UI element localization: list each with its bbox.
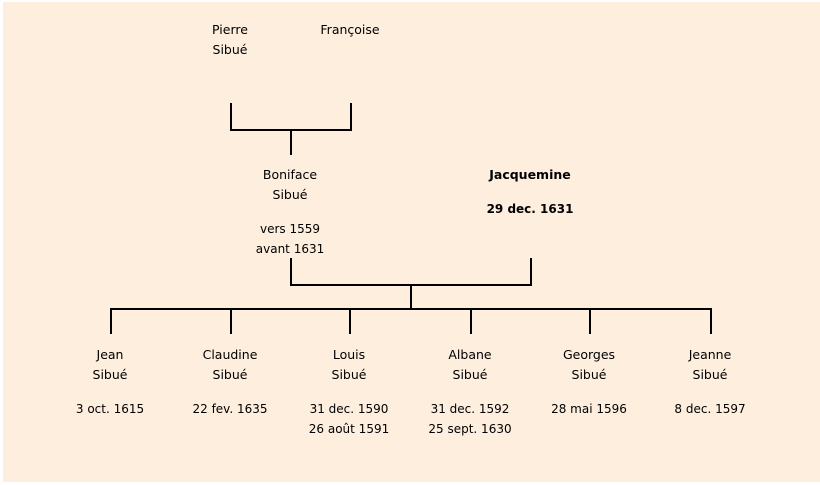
person-surname: Sibué bbox=[452, 367, 488, 382]
connector-jacquemine-down bbox=[530, 258, 532, 286]
person-name: Pierre bbox=[212, 22, 248, 37]
connector-gen2-child-drop bbox=[410, 284, 412, 310]
person-node-albane[interactable] bbox=[428, 345, 511, 439]
person-node-claudine[interactable] bbox=[192, 345, 267, 419]
person-name: Boniface bbox=[262, 167, 318, 182]
connector-claudine-up bbox=[230, 308, 232, 334]
person-name: Jean bbox=[96, 347, 124, 362]
person-name: Jeanne bbox=[688, 347, 732, 362]
birth-date: 8 dec. 1597 bbox=[674, 402, 746, 416]
person-dates bbox=[76, 399, 144, 419]
birth-date: 3 oct. 1615 bbox=[75, 402, 145, 416]
connector-jean-up bbox=[110, 308, 112, 334]
person-name: Louis bbox=[332, 347, 366, 362]
birth-date: 31 dec. 1590 bbox=[309, 402, 389, 416]
person-surname: Sibué bbox=[92, 367, 128, 382]
death-date: 26 août 1591 bbox=[308, 422, 390, 436]
person-surname: Sibué bbox=[272, 187, 308, 202]
person-dates bbox=[551, 399, 627, 419]
connector-albane-up bbox=[470, 308, 472, 334]
person-node-pierre[interactable] bbox=[212, 20, 248, 60]
person-dates bbox=[309, 399, 389, 439]
death-date: 25 sept. 1630 bbox=[428, 422, 512, 436]
person-node-jeanne[interactable] bbox=[674, 345, 745, 419]
person-surname: Sibué bbox=[692, 367, 728, 382]
person-surname: Sibué bbox=[571, 367, 607, 382]
birth-date: 31 dec. 1592 bbox=[430, 402, 510, 416]
person-surname: Sibué bbox=[331, 367, 367, 382]
death-date: avant 1631 bbox=[255, 242, 325, 256]
person-surname: Sibué bbox=[212, 42, 248, 57]
connector-boniface-down bbox=[290, 258, 292, 286]
birth-date: 22 fev. 1635 bbox=[192, 402, 268, 416]
connector-louis-up bbox=[349, 308, 351, 334]
birth-date: vers 1559 bbox=[259, 222, 321, 236]
person-node-louis[interactable] bbox=[309, 345, 389, 439]
person-name: Albane bbox=[448, 347, 492, 362]
connector-pierre-down bbox=[230, 103, 232, 131]
person-name: Claudine bbox=[202, 347, 258, 362]
person-dates bbox=[487, 199, 574, 219]
person-node-jacquemine[interactable] bbox=[487, 165, 574, 219]
connector-georges-up bbox=[589, 308, 591, 334]
connector-francoise-down bbox=[350, 103, 352, 131]
birth-date: 28 mai 1596 bbox=[551, 402, 627, 416]
person-surname: Sibué bbox=[212, 367, 248, 382]
person-node-jean[interactable] bbox=[76, 345, 144, 419]
person-name: Jacquemine bbox=[489, 167, 571, 182]
person-dates bbox=[192, 399, 267, 419]
death-date: 29 dec. 1631 bbox=[486, 202, 574, 216]
person-name: Georges bbox=[562, 347, 616, 362]
person-node-francoise[interactable] bbox=[320, 20, 379, 40]
connector-sibling-bar bbox=[110, 308, 712, 310]
person-dates bbox=[428, 399, 511, 439]
person-node-georges[interactable] bbox=[551, 345, 627, 419]
person-dates bbox=[256, 219, 324, 259]
connector-jeanne-up bbox=[710, 308, 712, 334]
person-dates bbox=[674, 399, 745, 419]
connector-gen1-child-drop bbox=[290, 129, 292, 155]
person-name: Françoise bbox=[320, 22, 380, 37]
person-node-boniface[interactable] bbox=[256, 165, 324, 259]
